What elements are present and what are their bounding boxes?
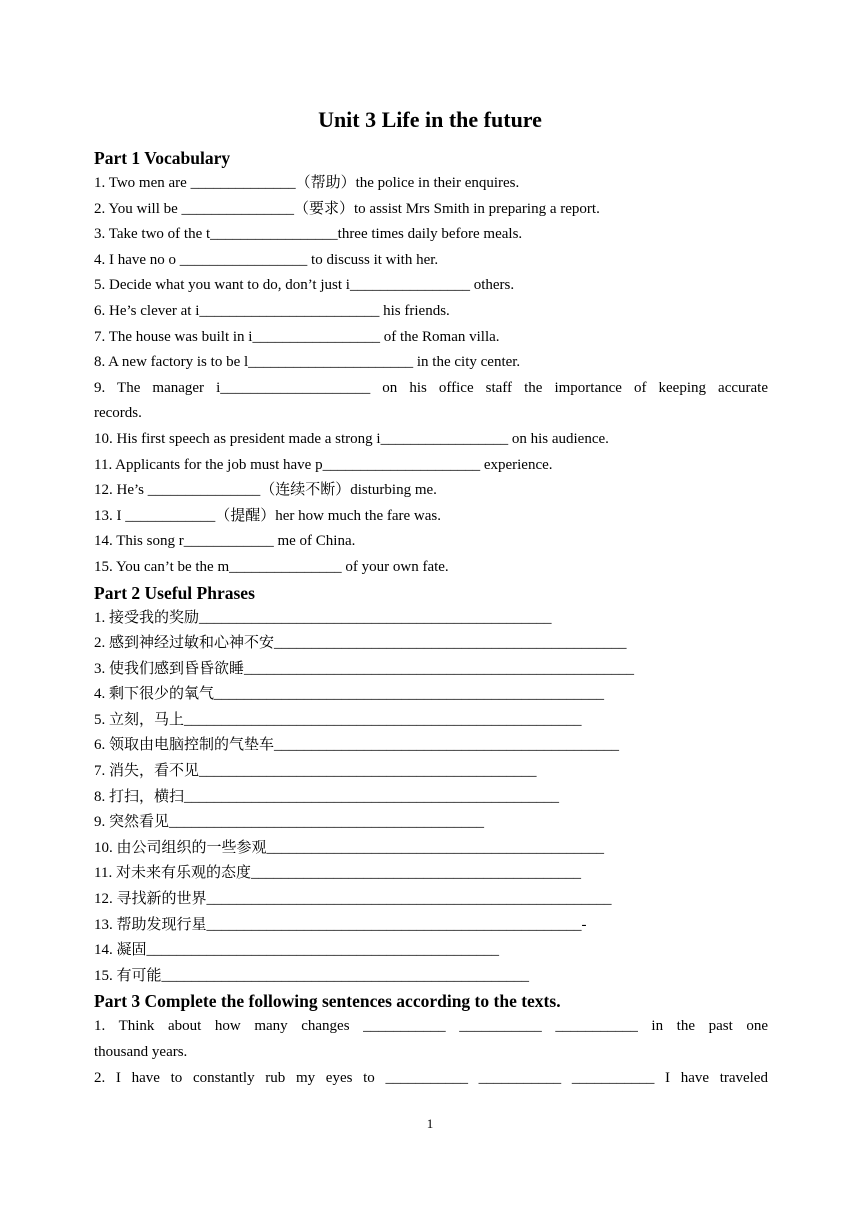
vocab-item-9-continued: records. bbox=[94, 405, 142, 422]
phrase-item-12: 12. 寻找新的世界______________________________________________________ bbox=[94, 891, 612, 908]
sentence-item-1: 1. Think about how many changes ___________ ___________ ___________ in the past one bbox=[94, 1018, 768, 1035]
part2-heading: Part 2 Useful Phrases bbox=[94, 582, 255, 603]
phrase-item-15: 15. 有可能_________________________________________________ bbox=[94, 967, 530, 984]
vocab-item-6: 6. He’s clever at i________________________ his friends. bbox=[94, 302, 450, 319]
worksheet-content bbox=[94, 146, 768, 1091]
phrase-item-13: 13. 帮助发现行星__________________________________________________- bbox=[94, 916, 587, 933]
phrase-item-2: 2. 感到神经过敏和心神不安_______________________________________________ bbox=[94, 635, 627, 652]
vocab-item-10: 10. His first speech as president made a strong i_________________ on his audience. bbox=[94, 430, 609, 447]
vocab-item-13: 13. I ____________（提醒）her how much the fare was. bbox=[94, 507, 442, 524]
vocab-item-3: 3. Take two of the t_________________three times daily before meals. bbox=[94, 226, 523, 243]
vocab-item-12: 12. He’s _______________（连续不断）disturbing me. bbox=[94, 482, 437, 499]
phrase-item-9: 9. 突然看见__________________________________________ bbox=[94, 814, 485, 831]
phrase-item-14: 14. 凝固_______________________________________________ bbox=[94, 942, 500, 959]
vocab-item-11: 11. Applicants for the job must have p_____________________ experience. bbox=[94, 456, 553, 473]
phrase-item-8: 8. 打扫，横扫__________________________________________________ bbox=[94, 788, 560, 805]
phrase-item-11: 11. 对未来有乐观的态度____________________________________________ bbox=[94, 865, 581, 882]
phrase-item-10: 10. 由公司组织的一些参观_____________________________________________ bbox=[94, 839, 605, 856]
phrase-item-5: 5. 立刻，马上_____________________________________________________ bbox=[94, 711, 582, 728]
vocab-item-2: 2. You will be _______________（要求）to assist Mrs Smith in preparing a report. bbox=[94, 200, 600, 217]
vocab-item-5: 5. Decide what you want to do, don’t just i________________ others. bbox=[94, 277, 515, 294]
vocab-item-9: 9. The manager i____________________ on his office staff the importance of keeping accurate bbox=[94, 379, 768, 396]
phrase-item-1: 1. 接受我的奖励_______________________________________________ bbox=[94, 609, 552, 626]
vocab-item-4: 4. I have no o _________________ to discuss it with her. bbox=[94, 251, 439, 268]
part1-heading: Part 1 Vocabulary bbox=[94, 148, 231, 168]
phrase-item-4: 4. 剩下很少的氧气____________________________________________________ bbox=[94, 686, 605, 703]
vocab-item-14: 14. This song r____________ me of China. bbox=[94, 533, 356, 550]
vocab-item-1: 1. Two men are ______________（帮助）the police in their enquires. bbox=[94, 175, 520, 191]
vocab-item-15: 15. You can’t be the m_______________ of your own fate. bbox=[94, 558, 449, 575]
phrase-item-7: 7. 消失，看不见_____________________________________________ bbox=[94, 763, 537, 780]
sentence-item-2: 2. I have to constantly rub my eyes to ___________ ___________ ___________ I have traveled bbox=[94, 1069, 768, 1086]
page-number: 1 bbox=[426, 1116, 434, 1131]
phrase-item-3: 3. 使我们感到昏昏欲睡____________________________________________________ bbox=[94, 660, 635, 677]
sentence-item-1-continued: thousand years. bbox=[94, 1044, 188, 1060]
part3-heading: Part 3 Complete the following sentences according to the texts. bbox=[94, 991, 561, 1012]
worksheet-title: Unit 3 Life in the future bbox=[318, 107, 542, 132]
phrase-item-6: 6. 领取由电脑控制的气垫车______________________________________________ bbox=[94, 737, 620, 754]
vocab-item-8: 8. A new factory is to be l______________________ in the city center. bbox=[94, 354, 521, 371]
vocab-item-7: 7. The house was built in i_________________ of the Roman villa. bbox=[94, 328, 500, 345]
